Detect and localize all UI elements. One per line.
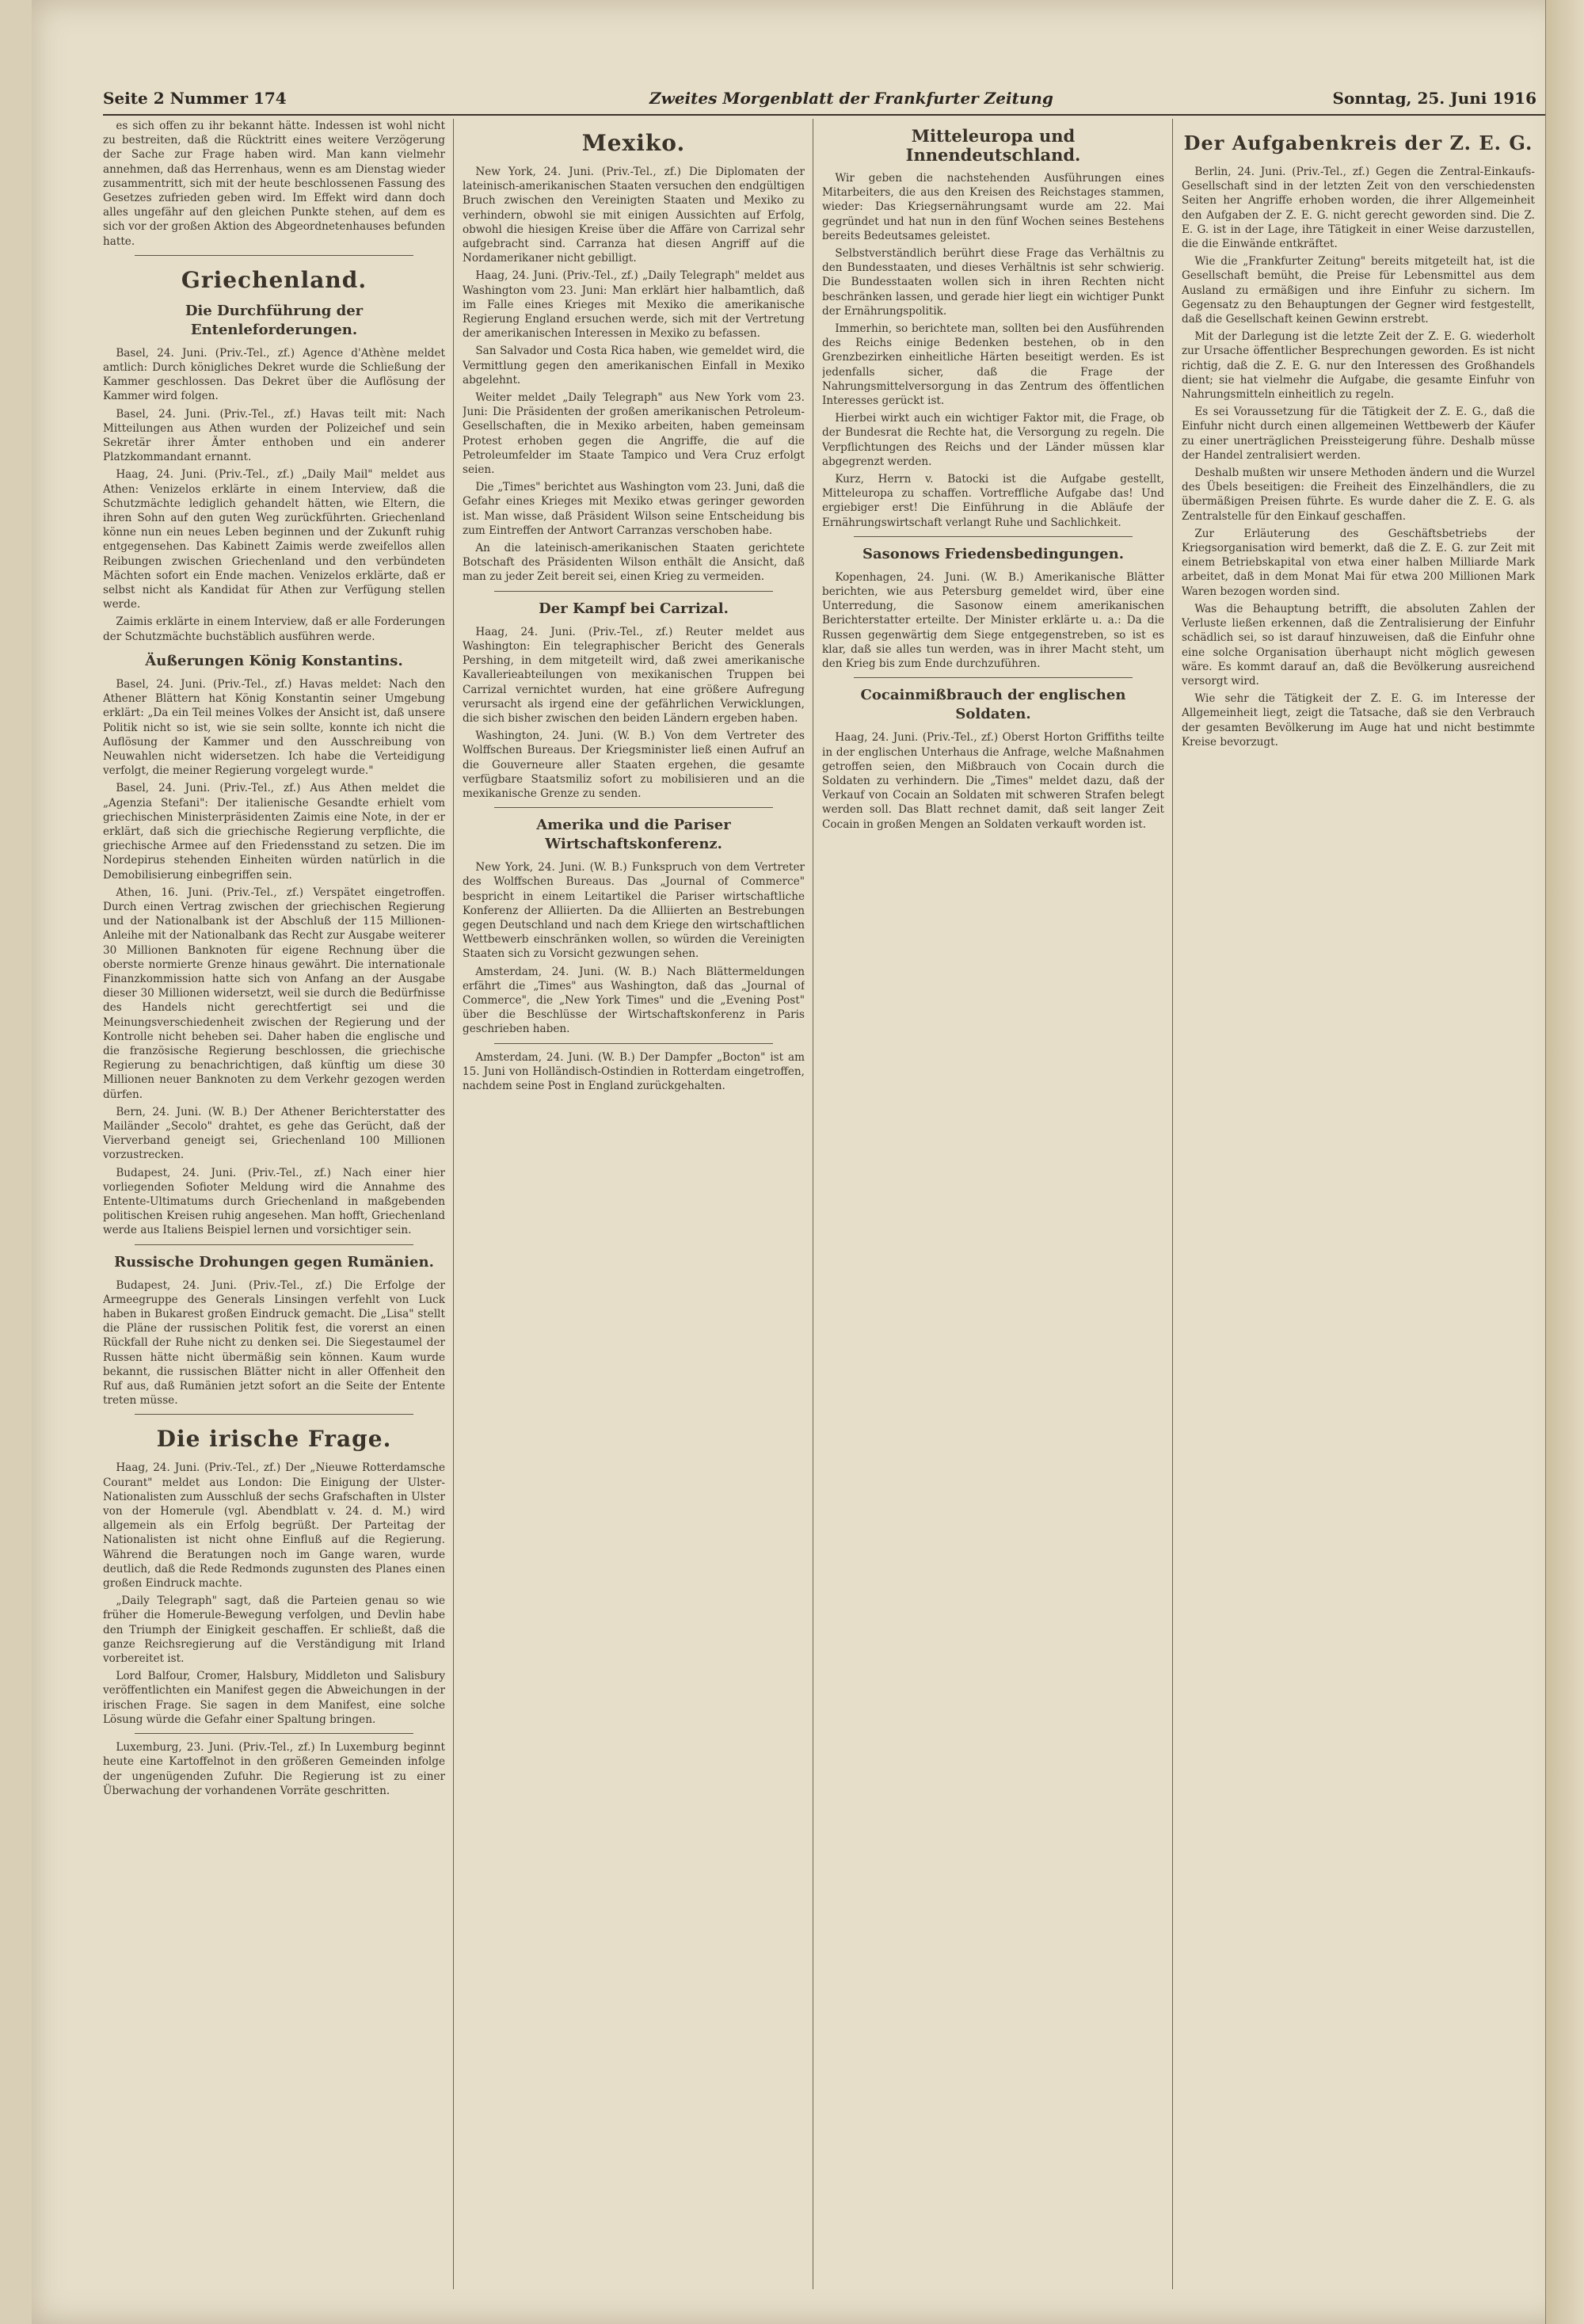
article-paragraph: Haag, 24. Juni. (Priv.-Tel., zf.) „Daily Telegraph" meldet aus Washington vom 23. Juni: Man erklärt hier halbamtlich, daß im Falle eines Krieges mit Mexiko die amerikanische Regierung England ersuchen werde, sich mit der Vertretung der amerikanischen Interessen in Mexiko zu befassen. [463, 269, 805, 341]
article-paragraph: Athen, 16. Juni. (Priv.-Tel., zf.) Verspätet eingetroffen. Durch einen Vertrag zwischen der griechischen Regierung und der Nationalbank ist der Abschluß der 115 Millionen-Anleihe mit der Nationalbank das Recht zur Ausgabe weiterer 30 Millionen Banknoten für eigene Rechnung über die oberste normierte Grenze hinaus gewährt. Die internationale Finanzkommission hatte sich von Anfang an der Ausgabe dieser 30 Millionen widersetzt, weil sie durch die Bedürfnisse des Handels nicht gerechtfertigt sei und die Meinungsverschiedenheit zwischen der Regierung und der Kontrolle nicht beheben sei. Daher haben die englische und die französische Regierung beschlossen, die griechische Regierung zu benachrichtigen, daß künftig um diese 30 Millionen neuer Banknoten zu dem Verkehr gezogen werden dürfen. [103, 886, 445, 1101]
article-paragraph: Budapest, 24. Juni. (Priv.-Tel., zf.) Nach einer hier vorliegenden Sofioter Meldung wird die Annahme des Entente-Ultimatums durch Griechenland in maßgebenden politischen Kreisen ruhig angesehen. Man hofft, Griechenland werde aus Italiens Beispiel lernen und vorsichtiger sein. [103, 1166, 445, 1237]
subheading-carrizal: Der Kampf bei Carrizal. [539, 600, 729, 617]
article-paragraph: Wie die „Frankfurter Zeitung" bereits mitgeteilt hat, ist die Gesellschaft bemüht, die Preise für Lebensmittel aus dem Ausland zu ermäßigen und ihre Einfuhr zu sichern. Im Gegensatz zu den Behauptungen der Gegner wird festgestellt, daß die Gesellschaft keinen Gewinn erstrebt. [1182, 255, 1535, 326]
subheading-russian-threats: Russische Drohungen gegen Rumänien. [114, 1253, 434, 1271]
section-heading-zeg: Der Aufgabenkreis der Z. E. G. [1183, 131, 1533, 154]
newspaper-page [32, 0, 1568, 2324]
article-paragraph: San Salvador und Costa Rica haben, wie gemeldet wird, die Vermittlung gegen den amerikanischen Einfall in Mexiko abgelehnt. [463, 345, 805, 387]
article-paragraph: Wie sehr die Tätigkeit der Z. E. G. im Interesse der Allgemeinheit liegt, zeigt die Tatsache, daß sie den Verbrauch der gesamten Bevölkerung im Auge hat und nicht bestimmte Kreise bevorzugt. [1182, 692, 1535, 749]
section-heading-griechenland: Griechenland. [181, 266, 367, 293]
adjacent-page-edge [1545, 0, 1584, 2324]
subheading-paris-conference: Amerika und die Pariser Wirtschaftskonferenz. [536, 817, 731, 853]
article-paragraph: New York, 24. Juni. (W. B.) Funkspruch von dem Vertreter des Wolffschen Bureaus. Das „Journal of Commerce" bespricht in einem Leitartikel die Pariser wirtschaftliche Konferenz der Alliierten. Da die Alliierten an Bestrebungen gegen Deutschland und nach dem Kriege den wirtschaftlichen Wettbewerb einschränken wollen, so würden die Vereinigten Staaten sich zu Vorsicht gezwungen sehen. [463, 861, 805, 961]
page-header [103, 82, 1552, 116]
subheading-cocain: Cocainmißbrauch der englischen Soldaten. [860, 687, 1126, 723]
divider [135, 1733, 413, 1734]
article-paragraph: Mit der Darlegung ist die letzte Zeit der Z. E. G. wiederholt zur Ursache öffentlicher Besprechungen geworden. Es ist nicht richtig, daß die Z. E. G. nur den Interessen des Großhandels dient; sie hat vielmehr die Aufgabe, die gesamte Einfuhr von Nahrungsmitteln einheitlich zu regeln. [1182, 330, 1535, 402]
article-paragraph: Haag, 24. Juni. (Priv.-Tel., zf.) Der „Nieuwe Rotterdamsche Courant" meldet aus London: Die Einigung der Ulster-Nationalisten zum Ausschluß der sechs Grafschaften in Ulster von der Homerule (vgl. Abendblatt v. 24. d. M.) wird allgemein als ein Erfolg begrüßt. Der Parteitag der Nationalisten ist nicht ohne Einfluß auf die Regierung. Während die Beratungen noch im Gange waren, wurde deutlich, daß die Rede Redmonds zugunsten des Planes einen großen Eindruck machte. [103, 1461, 445, 1591]
article-paragraph: Was die Behauptung betrifft, die absoluten Zahlen der Verluste ließen erkennen, daß die Zentralisierung der Einfuhr schädlich sei, so ist darauf hinzuweisen, daß die Einfuhr ohne eine solche Organisation überhaupt nicht möglich gewesen wäre. Es kommt darauf an, daß die Bevölkerung ausreichend versorgt wird. [1182, 602, 1535, 688]
divider [135, 1244, 413, 1245]
article-paragraph: Wir geben die nachstehenden Ausführungen eines Mitarbeiters, die aus den Kreisen des Reichstages stammen, wieder: Das Kriegsernährungsamt wurde am 22. Mai gegründet und hat nun in den fünf Wochen seines Bestehens bereits Bedeutsames geleistet. [822, 172, 1164, 242]
divider [494, 807, 773, 808]
subheading-sasonow: Sasonows Friedensbedingungen. [862, 545, 1124, 562]
divider [135, 1414, 413, 1415]
column-2 [463, 119, 805, 2289]
column-4 [1182, 119, 1535, 2289]
article-paragraph: An die lateinisch-amerikanischen Staaten gerichtete Botschaft des Präsidenten Wilson enthält die Ansicht, daß man zu jeder Zeit bereit sei, einen Krieg zu vermeiden. [463, 542, 805, 584]
article-paragraph: Kurz, Herrn v. Batocki ist die Aufgabe gestellt, Mitteleuropa zu schaffen. Vortreffliche Aufgabe das! Und ergiebiger erst! Die Einführung in die Abläufe der Ernährungswirtschaft verlangt Ruhe und Sachlichkeit. [822, 473, 1164, 529]
column-3 [822, 119, 1164, 2289]
article-paragraph: Luxemburg, 23. Juni. (Priv.-Tel., zf.) In Luxemburg beginnt heute eine Kartoffelnot in den größeren Gemeinden infolge der ungenügenden Zufuhr. Die Regierung ist zu einer Überwachung der vorhandenen Vorräte geschritten. [103, 1741, 445, 1797]
article-paragraph: Berlin, 24. Juni. (Priv.-Tel., zf.) Gegen die Zentral-Einkaufs-Gesellschaft sind in der letzten Zeit von den verschiedensten Seiten her Angriffe erhoben worden, die ihrer Allgemeinheit den Aufgaben der Z. E. G. nicht gerecht geworden sind. Die Z. E. G. ist in der Lage, ihre Tätigkeit in einer Weise darzustellen, die die Einwände entkräftet. [1182, 166, 1535, 251]
article-paragraph: Basel, 24. Juni. (Priv.-Tel., zf.) Havas meldet: Nach den Athener Blättern hat König Konstantin seiner Umgebung erklärt: „Da ein Teil meines Volkes der Ansicht ist, daß unsere Politik nicht so ist, wie sie sein sollte, konnte ich nicht die Auflösung der Kammer und den Ausschreibung von Neuwahlen nicht widersetzen. Ich habe die Verteidigung verfolgt, die meiner Regierung vorgelegt wurde." [103, 677, 445, 778]
article-paragraph: Zaimis erklärte in einem Interview, daß er alle Forderungen der Schutzmächte buchstäblich ausführen werde. [103, 615, 445, 643]
column-rule [1172, 119, 1173, 2289]
header-masthead: Zweites Morgenblatt der Frankfurter Zeitung [649, 89, 1053, 108]
article-paragraph: Washington, 24. Juni. (W. B.) Von dem Vertreter des Wolffschen Bureaus. Der Kriegsminister ließ einen Aufruf an die Gouverneure aller Staaten ergehen, die gesamte verfügbare Staatsmiliz sofort zu mobilisieren und an die mexikanische Grenze zu senden. [463, 730, 805, 800]
section-heading-mexiko: Mexiko. [581, 130, 686, 156]
divider [494, 1043, 773, 1044]
article-paragraph: Haag, 24. Juni. (Priv.-Tel., zf.) Oberst Horton Griffiths teilte in der englischen Unterhaus die Anfrage, welche Maßnahmen getroffen seien, den Mißbrauch von Cocain durch die Soldaten zu verhindern. Die „Times" meldet dazu, daß der Verkauf von Cocain an Soldaten mit schweren Strafen belegt werden soll. Das Blatt rechnet damit, daß seit langer Zeit Cocain in großen Mengen an Soldaten verkauft worden ist. [822, 731, 1164, 831]
section-heading-mitteleuropa: Mitteleuropa und Innendeutschland. [905, 126, 1081, 165]
article-paragraph: Budapest, 24. Juni. (Priv.-Tel., zf.) Die Erfolge der Armeegruppe des Generals Linsingen verfehlt von Luck haben in Bukarest großen Eindruck gemacht. Die „Lisa" stellt die Pläne der russischen Politik fest, die vorerst an einen Rückfall der Ruhe nicht zu denken sei. Die Siegestaumel der Russen hätte nicht übermäßig sein können. Kaum wurde bekannt, die russischen Blätter nicht in aller Offenheit den Ruf aus, daß Rumänien jetzt sofort an die Seite der Entente treten müsse. [103, 1278, 445, 1408]
divider [854, 677, 1133, 678]
article-paragraph: Deshalb mußten wir unsere Methoden ändern und die Wurzel des Übels beseitigen: die Freiheit des Einzelhändlers, die zu übermäßigen Preisen führte. Es wurde daher die Z. E. G. als Zentralstelle für den Einkauf geschaffen. [1182, 467, 1535, 523]
article-paragraph: Hierbei wirkt auch ein wichtiger Faktor mit, die Frage, ob der Bundesrat die Rechte hat, die Versorgung zu regeln. Die Verpflichtungen des Reichs und der Länder müssen klar abgegrenzt werden. [822, 412, 1164, 468]
article-paragraph: Basel, 24. Juni. (Priv.-Tel., zf.) Agence d'Athène meldet amtlich: Durch königliches Dekret wurde die Schließung der Kammer geschlossen. Das Dekret über die Auflösung der Kammer wird folgen. [103, 346, 445, 403]
subheading-entente-demands: Die Durchführung der Entenleforderungen. [185, 302, 364, 338]
article-paragraph: Selbstverständlich berührt diese Frage das Verhältnis zu den Bundesstaaten, und dieses Verhältnis ist sehr schwierig. Die Bundesstaaten wollen sich in ihren Rechten nicht beschränken lassen, und gerade hier liegt ein wichtiger Punkt der Ernährungspolitik. [822, 247, 1164, 318]
article-paragraph: Die „Times" berichtet aus Washington vom 23. Juni, daß die Gefahr eines Krieges mit Mexiko etwas geringer geworden ist. Man wisse, daß Präsident Wilson seine Entscheidung bis zum Eintreffen der Antwort Carranzas verschoben habe. [463, 481, 805, 537]
article-paragraph: Kopenhagen, 24. Juni. (W. B.) Amerikanische Blätter berichten, wie aus Petersburg gemeldet wird, über eine Unterredung, die Sasonow einem amerikanischen Berichterstatter erteilte. Der Minister erklärte u. a.: Da die Russen gegenwärtig dem Siege entgegenstreben, so ist es klar, daß sie alles tun werden, was in ihrer Macht steht, um den Krieg bis zum Ende durchzuführen. [822, 570, 1164, 671]
article-paragraph: Weiter meldet „Daily Telegraph" aus New York vom 23. Juni: Die Präsidenten der großen amerikanischen Petroleum-Gesellschaften, die in Mexiko arbeiten, haben gemeinsam Protest erhoben gegen die Angriffe, die auf die Petroleumfelder im Staate Tampico und Vera Cruz erfolgt seien. [463, 391, 805, 477]
article-paragraph: Amsterdam, 24. Juni. (W. B.) Der Dampfer „Bocton" ist am 15. Juni von Holländisch-Ostindien in Rotterdam eingetroffen, nachdem seine Post in England zurückgehalten. [463, 1050, 805, 1092]
article-paragraph: Basel, 24. Juni. (Priv.-Tel., zf.) Havas teilt mit: Nach Mitteilungen aus Athen wurden der Polizeichef und sein Sekretär ihrer Ämter enthoben und ein anderer Platzkommandant ernannt. [103, 407, 445, 464]
column-1 [103, 119, 445, 2289]
article-paragraph: Haag, 24. Juni. (Priv.-Tel., zf.) Reuter meldet aus Washington: Ein telegraphischer Bericht des Generals Pershing, in dem mitgeteilt wird, daß zwei amerikanische Kavallerieabteilungen von mexikanischen Truppen bei Carrizal vernichtet wurden, hat eine größere Aufregung verursacht als irgend eine der gefährlichen Verwicklungen, die sich bisher zwischen den beiden Ländern ergeben haben. [463, 625, 805, 725]
divider [494, 591, 773, 592]
column-rule [453, 119, 454, 2289]
article-continuation: es sich offen zu ihr bekannt hätte. Indessen ist wohl nicht zu bestreiten, daß die Rücktritt eines weitere Verzögerung der Sache zur Frage haben wird. Man kann vielmehr annehmen, daß das Herrenhaus, wenn es am Dienstag wieder zusammentritt, sich mit der heute beschlossenen Fassung des Gesetzes zufrieden geben wird. Im Effekt wird dann doch alles ungefähr auf den gleichen Punkte stehen, auf dem es sich vor der großen Aktion des Abgeordnetenhauses befunden hatte. [103, 120, 445, 248]
article-paragraph: Basel, 24. Juni. (Priv.-Tel., zf.) Aus Athen meldet die „Agenzia Stefani": Der italienische Gesandte erhielt vom griechischen Ministerpräsidenten Zaimis eine Note, in der er erklärt, daß sich die griechische Regierung verpflichte, die griechische Armee auf den Friedensstand zu setzen. Die im Nordepirus stehenden Einheiten würden natürlich in die Demobilisierung einbegriffen sein. [103, 782, 445, 882]
article-paragraph: New York, 24. Juni. (Priv.-Tel., zf.) Die Diplomaten der lateinisch-amerikanischen Staaten versuchen den endgültigen Bruch zwischen den Vereinigten Staaten und Mexiko zu verhindern, obwohl sie mit einigen Aussichten auf Erfolg, obwohl die hiesigen Kreise über die Affäre von Carrizal sehr aufgebracht sind. Carranza hat diesen Angriff auf die Nordamerikaner nicht gebilligt. [463, 166, 805, 265]
article-paragraph: Es sei Voraussetzung für die Tätigkeit der Z. E. G., daß die Einfuhr nicht durch einen allgemeinen Wettbewerb der Käufer zu einer unerträglichen Preissteigerung führe. Deshalb müsse der Handel zentralisiert werden. [1182, 406, 1535, 462]
article-paragraph: Immerhin, so berichtete man, sollten bei den Ausführenden des Reichs einige Bedenken bestehen, ob in den Grenzbezirken einheitliche Härten beseitigt werden. Es ist jedenfalls sicher, daß die Frage der Nahrungsmittelversorgung in das Zentrum des öffentlichen Interesses gerückt ist. [822, 322, 1164, 408]
article-paragraph: Lord Balfour, Cromer, Halsbury, Middleton und Salisbury veröffentlichten ein Manifest gegen die Abweichungen in der irischen Frage. Sie sagen in dem Manifest, eine solche Lösung würde die Gefahr einer Spaltung bringen. [103, 1670, 445, 1726]
subheading-king-konstantin: Äußerungen König Konstantins. [145, 652, 403, 669]
divider [135, 255, 413, 256]
header-page-number: Seite 2 Nummer 174 [103, 89, 287, 108]
header-date: Sonntag, 25. Juni 1916 [1332, 89, 1536, 108]
section-heading-irish-question: Die irische Frage. [156, 1426, 392, 1453]
article-paragraph: Haag, 24. Juni. (Priv.-Tel., zf.) „Daily Mail" meldet aus Athen: Venizelos erklärte in einem Interview, daß die Schutzmächte lediglich gehandelt hätten, wie Eltern, die ihren Sohn auf den guten Weg zurückführten. Griechenland könne nun ein neues Leben beginnen und der Zukunft ruhig entgegensehen. Das Kabinett Zaimis werde zweifellos allen Reibungen zwischen Griechenland und den verbündeten Mächten sofort ein Ende machen. Venizelos erklärte, daß er selbst nicht als Kandidat für Athen zur Verfügung stellen werde. [103, 468, 445, 611]
article-paragraph: Zur Erläuterung des Geschäftsbetriebs der Kriegsorganisation wird bemerkt, daß die Z. E. G. zur Zeit mit einem Betriebskapital von etwa einer halben Milliarde Mark arbeitet, daß in dem Monat Mai für etwa 200 Millionen Mark Waren bezogen worden sind. [1182, 527, 1535, 598]
article-paragraph: Bern, 24. Juni. (W. B.) Der Athener Berichterstatter des Mailänder „Secolo" drahtet, es gehe das Gerücht, daß der Vierverband geneigt sei, Griechenland 100 Millionen vorzustrecken. [103, 1105, 445, 1162]
article-paragraph: „Daily Telegraph" sagt, daß die Parteien genau so wie früher die Homerule-Bewegung verfolgen, und Devlin habe den Triumph der Einigkeit geschaffen. Er schließt, daß die ganze Reichsregierung auf die Verständigung mit Irland vorbereitet ist. [103, 1594, 445, 1666]
divider [854, 536, 1133, 537]
article-paragraph: Amsterdam, 24. Juni. (W. B.) Nach Blättermeldungen erfährt die „Times" aus Washington, daß das „Journal of Commerce", die „New York Times" und die „Evening Post" über die Beschlüsse der Wirtschaftskonferenz in Paris geschrieben haben. [463, 965, 805, 1036]
